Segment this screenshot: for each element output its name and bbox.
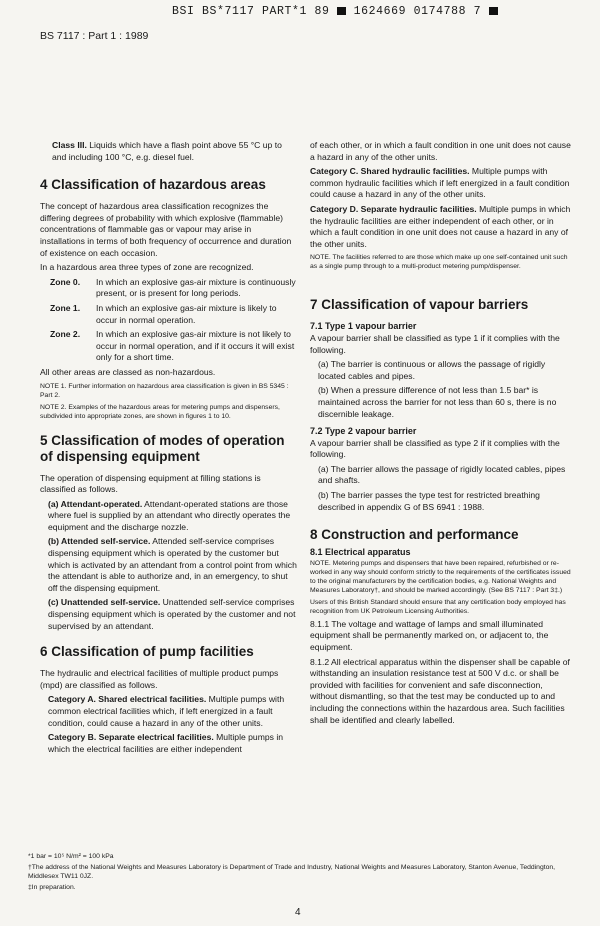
black-mark <box>489 7 498 15</box>
subsection-7-1: 7.1 Type 1 vapour barrier <box>310 321 417 332</box>
left-column <box>40 140 298 758</box>
subsection-8-1: 8.1 Electrical apparatus <box>310 547 411 558</box>
scan-header-text: BSI BS*7117 PART*1 89 <box>172 5 330 18</box>
section-7-title: 7 Classification of vapour barriers <box>310 297 529 313</box>
section-8-title: 8 Construction and performance <box>310 527 519 543</box>
s5-paragraph: The operation of dispensing equipment at filling stations is classified as follows. <box>40 472 261 495</box>
s4-note-2: NOTE 2. Examples of the hazardous areas for metering pumps and dispensers, subdivided into appropriate zones, are shown in figures 1 to 10. <box>40 403 280 420</box>
scan-header <box>172 5 498 18</box>
s5-item-b: (b) Attended self-service. Attended self-service comprises dispensing equipment which is operated by the customer but which is activated by an attendant from a control point from which the attendant is able to authorize and, in an emergency, to shut off the dispensing equipment. <box>48 536 297 593</box>
s7-1-item-b: (b) When a pressure difference of not less than 1.5 bar* is maintained across the barrier for not less than 60 s, there is no discernible leakage. <box>318 385 557 419</box>
zone-2: Zone 2. In which an explosive gas-air mixture is not likely to occur in normal operation, and if it occurs it will exist only for a short time. <box>50 329 295 363</box>
zone-0: Zone 0. In which an explosive gas-air mixture is continuously present, or is present for long periods. <box>50 276 296 299</box>
s7-paragraph: A vapour barrier shall be classified as type 1 if it complies with the following. <box>310 332 560 355</box>
footnotes <box>28 852 576 892</box>
s5-item-c: (c) Unattended self-service. Unattended self-service comprises dispensing equipment which is operated by the customer and not supervised by an attendant. <box>48 597 296 631</box>
s4-note-1: NOTE 1. Further information on hazardous area classification is given in BS 5345 : Part 2. <box>40 382 289 399</box>
clause-8-1-1: 8.1.1 The voltage and wattage of lamps and small illuminated equipment shall be permanently marked on, or adjacent to, the equipment. <box>310 618 549 653</box>
scan-header-code: 1624669 0174788 7 <box>353 5 482 18</box>
s6-category-c: Category C. Shared hydraulic facilities. Multiple pumps with common hydraulic facilities which if left energized in a fault condition could cause a hazard in any of the other units. <box>310 166 570 200</box>
zone-1: Zone 1. In which an explosive gas-air mixture is likely to occur in normal operation. <box>50 302 277 325</box>
s7-paragraph: A vapour barrier shall be classified as type 2 if it complies with the following. <box>310 437 560 460</box>
s8-users: Users of this British Standard should ensure that any certification body employed has recognition from UK Petroleum Licensing Authorities. <box>310 598 566 615</box>
s6-category-b-continued: of each other, or in which a fault condition in one unit does not cause a hazard in any of the other units. <box>310 140 571 162</box>
s6-category-d: Category D. Separate hydraulic facilities. Multiple pumps in which the hydraulic facilities are either independent of each other, or in which a fault condition in one unit does not cause a hazard in any of the other units. <box>310 203 571 249</box>
page-number: 4 <box>295 907 301 918</box>
black-mark <box>337 7 346 15</box>
section-6-title: 6 Classification of pump facilities <box>40 644 254 660</box>
s4-paragraph: All other areas are classed as non-hazardous. <box>40 366 216 377</box>
s7-1-item-a: (a) The barrier is continuous or allows the passage of rigidly located cables and pipes. <box>318 359 546 381</box>
s6-category-a: Category A. Shared electrical facilities. Multiple pumps with common electrical facilities which, if left energized in a fault condition, could cause a hazard in any of the other units. <box>48 694 285 728</box>
s6-paragraph: The hydraulic and electrical facilities of multiple product pumps (mpd) are classified as follows. <box>40 668 279 690</box>
s8-note: NOTE. Metering pumps and dispensers that have been repaired, refurbished or re-worked in any way should conform strictly to the requirements of the certificates issued to the original manufacturers by the certification bodies, e.g. National Weights and Measures Laboratory†, and should be marked accordingly. (See BS 7117 : Part 3‡.) <box>310 559 571 594</box>
class-iii: Class III. Liquids which have a flash point above 55 °C up to and including 100 °C, e.g. diesel fuel. <box>52 140 282 162</box>
footnote-nwml: †The address of the National Weights and Measures Laboratory is Department of Trade and Industry, National Weights and Measures Laboratory, Stanton Avenue, Teddington, Middlesex TW11 0JZ. <box>28 864 556 880</box>
section-4-title: 4 Classification of hazardous areas <box>40 177 266 193</box>
right-column <box>310 140 572 729</box>
s6-category-b: Category B. Separate electrical facilities. Multiple pumps in which the electrical facilities are either independent <box>48 732 284 754</box>
footnote-bar: *1 bar = 10⁵ N/m² = 100 kPa <box>28 853 114 860</box>
subsection-7-2: 7.2 Type 2 vapour barrier <box>310 426 417 437</box>
s5-item-a: (a) Attendant-operated. Attendant-operated stations are those where fuel is supplied by an attendant who directly operates the equipment and the discharge nozzle. <box>48 498 291 532</box>
s6-note: NOTE. The facilities referred to are those which make up one self-contained unit such as a single pump through to a multi-product metering pump/dispenser. <box>310 254 568 271</box>
section-5-title: 5 Classification of modes of operation of dispensing equipment <box>40 432 285 464</box>
s7-2-item-a: (a) The barrier allows the passage of rigidly located cables, pipes and shafts. <box>318 463 566 486</box>
s4-paragraph: The concept of hazardous area classification recognizes the differing degrees of probability with which explosive (flammable) concentrations of flammable gas or vapour may arise in installations in terms of both frequency of occurrence and duration of existence on each occasion. <box>40 201 292 258</box>
standard-reference: BS 7117 : Part 1 : 1989 <box>40 30 149 42</box>
s7-2-item-b: (b) The barrier passes the type test for restricted breathing described in appendix G of BS 6941 : 1988. <box>318 490 540 512</box>
footnote-in-preparation: ‡In preparation. <box>28 884 76 891</box>
clause-8-1-2: 8.1.2 All electrical apparatus within the dispenser shall be capable of withstanding an insulation resistance test at 500 V d.c. or shall be provided with facilities for convenient and safe disconnection, without dismantling, so that the test may be conducted up to and including the connections within the hazardous area. Such facilities shall be identified and clearly labelled. <box>310 656 570 725</box>
s4-paragraph: In a hazardous area three types of zone are recognized. <box>40 262 254 273</box>
